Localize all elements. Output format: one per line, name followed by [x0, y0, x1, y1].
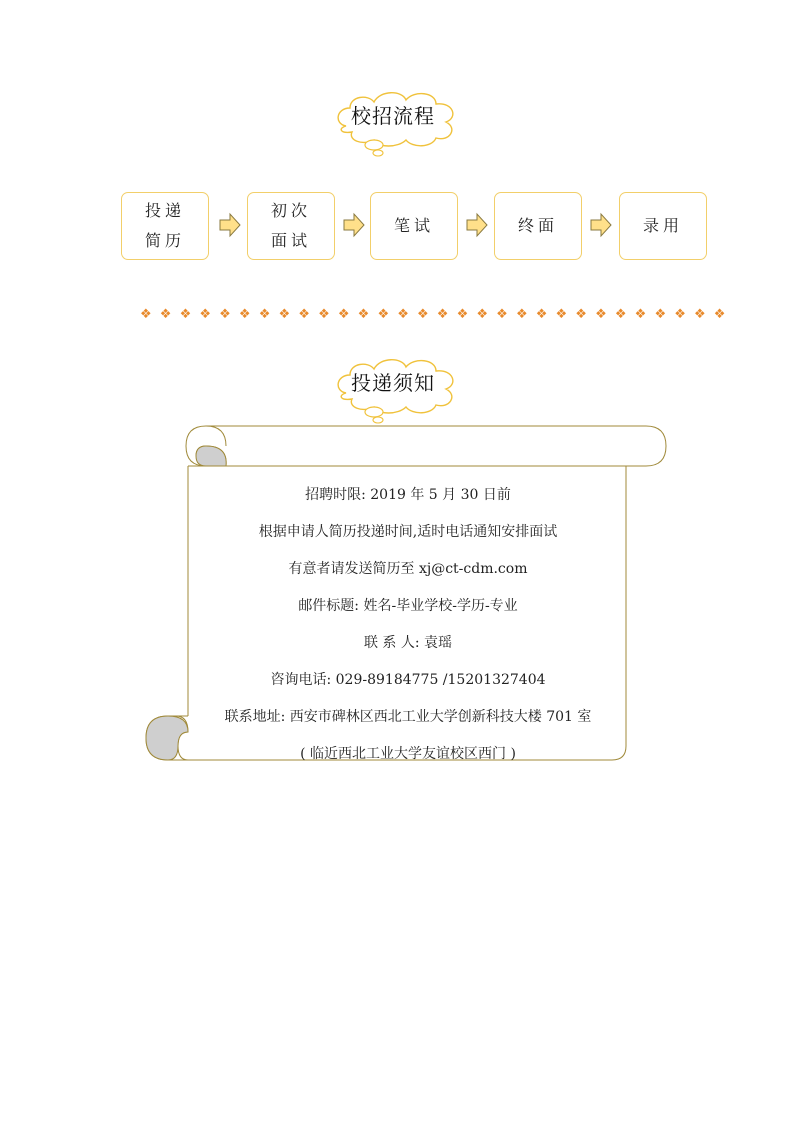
diamond-divider: ❖ ❖ ❖ ❖ ❖ ❖ ❖ ❖ ❖ ❖ ❖ ❖ ❖ ❖ ❖ ❖ ❖ ❖ ❖ ❖ ❖ ❖ ❖ ❖ ❖ ❖ ❖ ❖ ❖ ❖: [140, 307, 728, 322]
arrow-right-icon: [590, 213, 612, 237]
notice-phone: 咨询电话: 029-89184775 /15201327404: [270, 672, 546, 688]
step-hired: 录用: [619, 192, 707, 260]
step-submit-resume: 投递 简历: [121, 192, 209, 260]
arrow-right-icon: [219, 213, 241, 237]
arrow-right-icon: [466, 213, 488, 237]
notice-title: 投递须知: [351, 371, 435, 395]
process-title: 校招流程: [351, 104, 435, 128]
notice-scroll-panel: [140, 424, 670, 764]
notice-address: 联系地址: 西安市碑林区西北工业大学创新科技大楼 701 室: [224, 709, 592, 725]
notice-email: 有意者请发送简历至 xj@ct-cdm.com: [288, 561, 528, 577]
step-final-interview: 终面: [494, 192, 582, 260]
notice-deadline: 招聘时限: 2019 年 5 月 30 日前: [305, 487, 511, 503]
process-title-cloud: [332, 88, 464, 160]
notice-title-cloud: [332, 355, 464, 427]
step-written-test: 笔试: [370, 192, 458, 260]
arrow-right-icon: [343, 213, 365, 237]
notice-address-note: ( 临近西北工业大学友谊校区西门 ): [300, 746, 516, 762]
step-first-interview: 初次 面试: [247, 192, 335, 260]
notice-contact: 联 系 人: 袁瑶: [363, 635, 453, 651]
notice-subject: 邮件标题: 姓名-毕业学校-学历-专业: [298, 598, 518, 614]
notice-arrangement: 根据申请人简历投递时间,适时电话通知安排面试: [258, 524, 558, 540]
